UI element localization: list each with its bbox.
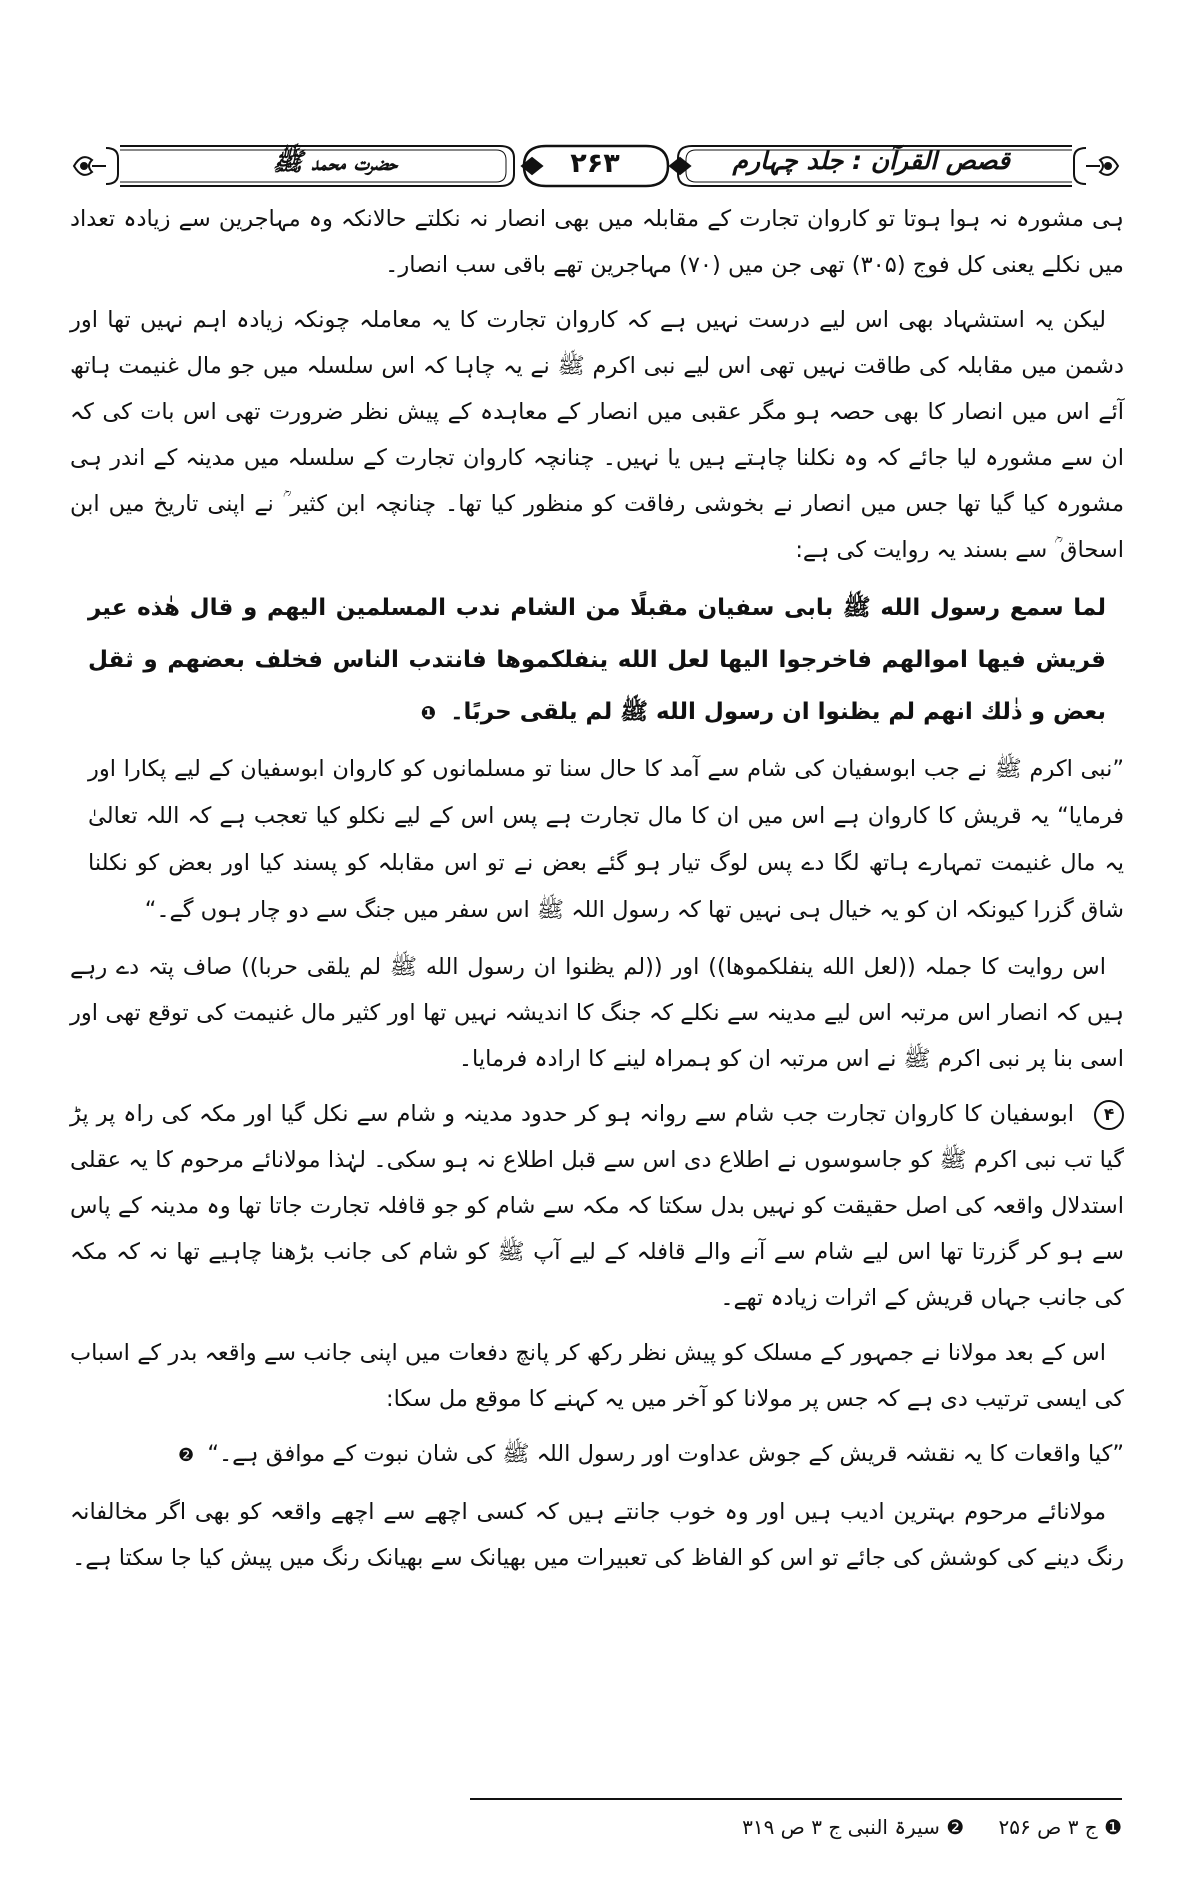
running-header	[70, 140, 1122, 192]
arabic-text: لما سمع رسول الله ﷺ بابی سفیان مقبلًا من الشام ندب المسلمین الیهم و قال هٰذه عیر قریش فیها اموالهم فاخرجوا الیها لعل الله ینفلکموها فانتدب الناس فخلف بعضهم و ثقل بعض و ذٰلك انهم لم یظنوا ان رسول الله ﷺ لم یلقی حربًا۔	[88, 595, 1106, 725]
point-4-text: ابوسفیان کا کاروان تجارت جب شام سے روانہ ہو کر حدود مدینہ و شام سے نکل گیا اور مکہ کی راہ پر پڑ گیا تب نبی اکرم ﷺ کو جاسوسوں نے اطلاع دی اس سے قبل اطلاع نہ ہو سکی۔ لہٰذا مولانائے مرحوم کا یہ عقلی استدلال واقعہ کی اصل حقیقت کو نہیں بدل سکتا کہ مکہ سے شام کو جو قافلہ تجارت جاتا تھا وہ مدینہ کے پاس سے ہو کر گزرتا تھا اس لیے شام سے آنے والے قافلہ کے لیے آپ ﷺ کو شام کی جانب بڑھنا چاہیے تھا نہ کہ مکہ کی جانب جہاں قریش کے اثرات زیادہ تھے۔	[70, 1101, 1124, 1311]
book-title: قصص القرآن : جلد چہارم	[732, 146, 1010, 175]
footnote-1: ❶ ج ۳ ص ۲۵۶	[998, 1815, 1122, 1839]
footnote-2: ❷ سیرۃ النبی ج ۳ ص ۳۱۹	[742, 1815, 965, 1839]
paragraph-6: مولانائے مرحوم بہترین ادیب ہیں اور وہ خوب جانتے ہیں کہ کسی اچھے سے اچھے واقعہ کو بھی اگر مخالفانہ رنگ دینے کی کوشش کی جائے تو اس کو الفاظ کی تعبیرات میں بھیانک سے بھیانک رنگ میں پیش کیا جا سکتا ہے۔	[70, 1499, 1124, 1571]
main-text	[70, 196, 1124, 1590]
footnote-divider	[470, 1798, 1122, 1800]
arabic-quotation	[88, 582, 1106, 740]
footnote-ref-1: ❶	[420, 703, 437, 724]
numbered-point-4	[70, 1091, 1124, 1321]
quotation-2-text: ”کیا واقعات کا یہ نقشہ قریش کے جوش عداوت اور رسول اللہ ﷺ کی شان نبوت کے موافق ہے۔“	[207, 1441, 1124, 1467]
point-number-badge: ۴	[1094, 1100, 1124, 1130]
paragraph-1: ہی مشورہ نہ ہوا ہوتا تو کاروان تجارت کے مقابلہ میں بھی انصار نہ نکلتے حالانکہ وہ مہاجرین سے زیادہ تعداد میں نکلے یعنی کل فوج (۳۰۵) تھی جن میں (۷۰) مہاجرین تھے باقی سب انصار۔	[70, 206, 1124, 278]
footnote-ref-2: ❷	[178, 1445, 195, 1466]
paragraph-3: اس روایت کا جملہ ((لعل الله ینفلکموها)) اور ((لم یظنوا ان رسول الله ﷺ لم یلقی حربا)) صاف پتہ دے رہے ہیں کہ انصار اس مرتبہ اس لیے مدینہ سے نکلے کہ جنگ کا اندیشہ نہیں تھا اور کثیر مال غنیمت کی توقع تھی اور اسی بنا پر نبی اکرم ﷺ نے اس مرتبہ ان کو ہمراہ لینے کا ارادہ فرمایا۔	[70, 954, 1124, 1072]
footnotes	[470, 1812, 1122, 1842]
page-number: ۲۶۳	[570, 148, 620, 179]
chapter-subject: حضرت محمد ﷺ	[272, 147, 398, 176]
paragraph-2: لیکن یہ استشہاد بھی اس لیے درست نہیں ہے کہ کاروان تجارت کا یہ معاملہ چونکہ زیادہ اہم نہیں تھا اور دشمن میں مقابلہ کی طاقت نہیں تھی اس لیے نبی اکرم ﷺ نے یہ چاہا کہ اس سلسلہ میں جو مال غنیمت ہاتھ آئے اس میں انصار کا بھی حصہ ہو مگر عقبی میں انصار کے معاہدہ کے پیش نظر ضرورت تھی اس بات کی کہ ان سے مشورہ لیا جائے کہ وہ نکلنا چاہتے ہیں یا نہیں۔ چنانچہ کاروان تجارت کے سلسلہ میں مدینہ کے اندر ہی مشورہ کیا گیا تھا جس میں انصار نے بخوشی رفاقت کو منظور کیا تھا۔ چنانچہ ابن کثیر ؒ نے اپنی تاریخ میں ابن اسحاق ؒ سے بسند یہ روایت کی ہے:	[70, 307, 1124, 563]
urdu-translation-quote: ”نبی اکرم ﷺ نے جب ابوسفیان کی شام سے آمد کا حال سنا تو مسلمانوں کو کاروان ابوسفیان کے لیے پکارا اور فرمایا“ یہ قریش کا کاروان ہے اس میں ان کا مال تجارت ہے پس اس کے لیے نکلو کیا تعجب ہے کہ اللہ تعالیٰ یہ مال غنیمت تمہارے ہاتھ لگا دے پس لوگ تیار ہو گئے بعض نے تو اس مقابلہ کو پسند کیا اور بعض کو نکلنا شاق گزرا کیونکہ ان کو یہ خیال ہی نہیں تھا کہ رسول اللہ ﷺ اس سفر میں جنگ سے دو چار ہوں گے۔“	[88, 756, 1124, 923]
quotation-2	[88, 1431, 1124, 1479]
paragraph-5: اس کے بعد مولانا نے جمہور کے مسلک کو پیش نظر رکھ کر پانچ دفعات میں اپنی جانب سے واقعہ بدر کے اسباب کی ایسی ترتیب دی ہے کہ جس پر مولانا کو آخر میں یہ کہنے کا موقع مل سکا:	[70, 1340, 1124, 1412]
